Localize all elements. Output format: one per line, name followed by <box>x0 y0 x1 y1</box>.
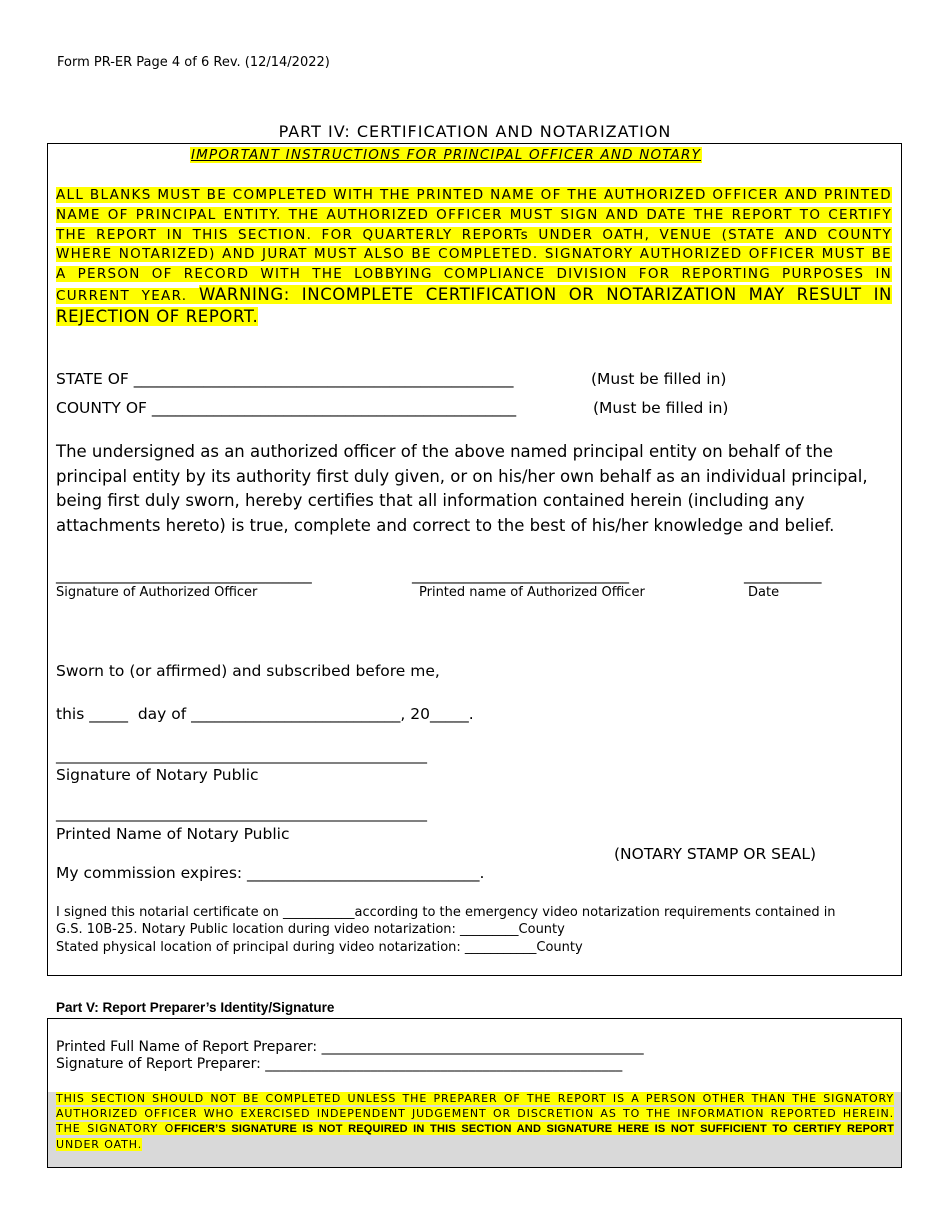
warning-text: WARNING: INCOMPLETE CERTIFICATION OR NOTARIZATION MAY RESULT IN REJECTION OF REPORT. <box>56 284 893 326</box>
notary-signature-label: Signature of Notary Public <box>56 766 259 784</box>
county-note: (Must be filled in) <box>593 399 729 417</box>
date-label: Date <box>748 585 780 600</box>
notary-signature-field[interactable]: _____________________________________________________ <box>56 748 427 764</box>
part4-title: PART IV: CERTIFICATION AND NOTARIZATION <box>278 122 672 141</box>
instructions-block <box>56 186 892 329</box>
instructions-title: IMPORTANT INSTRUCTIONS FOR PRINCIPAL OFFICER AND NOTARY <box>191 147 702 163</box>
commission-field[interactable]: My commission expires: ______________________________. <box>56 864 485 882</box>
sworn-text: Sworn to (or affirmed) and subscribed before me, <box>56 662 440 680</box>
preparer-signature-field[interactable]: Signature of Report Preparer: ___________________________________________________ <box>56 1056 623 1072</box>
video-line-2: G.S. 10B-25. Notary Public location during video notarization: _________County <box>56 922 565 937</box>
officer-name-field[interactable]: ____________________________ <box>412 566 629 584</box>
notary-stamp-label: (NOTARY STAMP OR SEAL) <box>614 845 817 863</box>
this-day-field[interactable]: this _____ day of ___________________________, 20_____. <box>56 705 474 723</box>
state-note: (Must be filled in) <box>591 370 727 388</box>
note-end: UNDER OATH. <box>56 1138 143 1151</box>
county-field[interactable]: COUNTY OF _______________________________________________ <box>56 399 517 417</box>
part5-title: Part V: Report Preparer’s Identity/Signature <box>56 1000 335 1015</box>
date-field[interactable]: __________ <box>744 566 822 584</box>
certification-paragraph: The undersigned as an authorized officer of the above named principal entity on behalf of the principal entity by its authority first duly given, or on his/her own behalf as an individual principal, being first duly sworn, hereby certifies that all information contained herein (including any attachments hereto) is true, complete and correct to the best of his/her knowledge and belief. <box>56 442 868 535</box>
preparer-name-field[interactable]: Printed Full Name of Report Preparer: ______________________________________________ <box>56 1039 644 1055</box>
notary-name-label: Printed Name of Notary Public <box>56 825 290 843</box>
officer-signature-field[interactable]: _________________________________ <box>56 566 312 584</box>
state-field[interactable]: STATE OF _________________________________________________ <box>56 370 514 388</box>
form-header: Form PR-ER Page 4 of 6 Rev. (12/14/2022) <box>57 55 330 70</box>
notary-name-field[interactable]: _____________________________________________________ <box>56 806 427 822</box>
video-line-1: I signed this notarial certificate on ___________according to the emergency video notarization requirements contained in <box>56 905 836 920</box>
note-start: THIS SECTION SHOULD NOT BE COMPLETED UNLESS THE PREPARER OF THE REPORT IS A PERSON OTHER THAN THE SIGNATORY AUTHORIZED OFFICER WHO EXERCISED INDEPENDENT JUDGEMENT OR DISCRETION AS TO THE INFORMATION REPORTED HEREIN. THE SIGNATORY O <box>56 1092 894 1135</box>
video-line-3: Stated physical location of principal during video notarization: ___________County <box>56 940 583 955</box>
part5-note <box>56 1091 894 1152</box>
note-bold: FFICER’S SIGNATURE IS NOT REQUIRED IN THIS SECTION AND SIGNATURE HERE IS NOT SUFFICIENT TO CERTIFY REPORT <box>174 1123 894 1135</box>
officer-signature-label: Signature of Authorized Officer <box>56 585 258 600</box>
officer-name-label: Printed name of Authorized Officer <box>419 585 645 600</box>
instructions-text: ALL BLANKS MUST BE COMPLETED WITH THE PRINTED NAME OF THE AUTHORIZED OFFICER AND PRINTED NAME OF PRINCIPAL ENTITY. THE AUTHORIZED OFFICER MUST SIGN AND DATE THE REPORT TO CERTIFY THE REPORT IN THIS SECTION. FOR QUARTERLY REPORTs UNDER OATH, VENUE (STATE AND COUNTY WHERE NOTARIZED) AND JURAT MUST ALSO BE COMPLETED. SIGNATORY AUTHORIZED OFFICER MUST BE A PERSON OF RECORD WITH THE LOBBYING COMPLIANCE DIVISION FOR REPORTING PURPOSES IN CURRENT YEAR. <box>56 187 892 304</box>
